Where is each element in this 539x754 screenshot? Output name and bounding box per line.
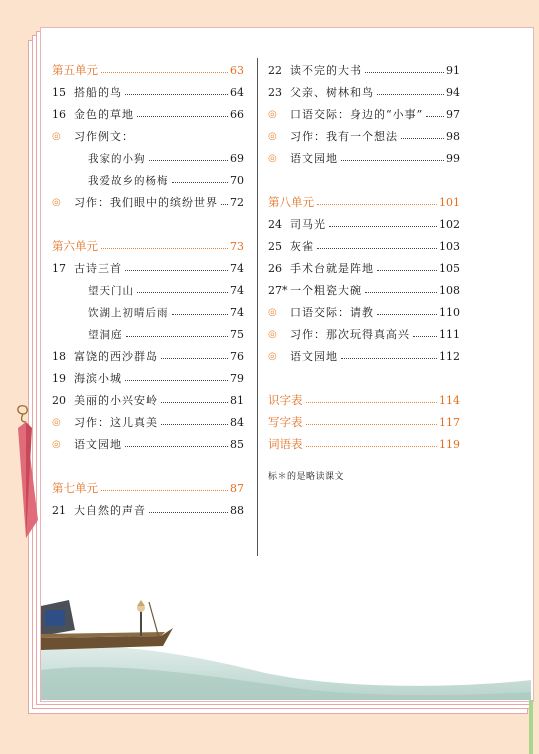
page-number: 108: [439, 283, 460, 297]
page-number: 105: [439, 261, 460, 275]
ring-bullet-icon: ◎: [268, 328, 277, 340]
dot-leader: [365, 72, 444, 73]
toc-left-column: [52, 59, 244, 521]
toc-entry-row: [268, 213, 460, 235]
toc-title: 海滨小城: [74, 372, 122, 385]
toc-title: 习作：那次玩得真高兴: [290, 328, 410, 341]
toc-title: 习作：我有一个想法: [290, 130, 398, 143]
dot-leader: [221, 204, 228, 205]
page-number: 66: [230, 107, 244, 121]
ring-bullet-icon: ◎: [268, 152, 277, 164]
page-number: 72: [230, 195, 244, 209]
lesson-number: 18: [52, 349, 66, 363]
page-number: 111: [439, 327, 460, 341]
dot-leader: [341, 358, 437, 359]
ring-bullet-icon: ◎: [268, 350, 277, 362]
lesson-number: 25: [268, 239, 282, 253]
toc-title: 司马光: [290, 218, 326, 231]
toc-entry-row: [268, 125, 460, 147]
toc-title: 语文园地: [290, 350, 338, 363]
toc-title: 语文园地: [290, 152, 338, 165]
dot-leader: [413, 336, 437, 337]
dot-leader: [377, 314, 437, 315]
toc-right-column: [268, 59, 460, 482]
dot-leader: [306, 424, 438, 425]
toc-entry-row: [268, 59, 460, 81]
ribbon-bookmark-icon: [14, 400, 40, 550]
dot-leader: [377, 270, 437, 271]
page-number: 99: [446, 151, 460, 165]
toc-title: 语文园地: [74, 438, 122, 451]
toc-title: 我爱故乡的杨梅: [88, 174, 169, 187]
toc-entry-row: [52, 345, 244, 367]
dot-leader: [317, 248, 437, 249]
page-number: 85: [230, 437, 244, 451]
toc-entry-row: [52, 411, 244, 433]
toc-entry-row: [268, 323, 460, 345]
page-number: 74: [230, 261, 244, 275]
ring-bullet-icon: ◎: [268, 130, 277, 142]
toc-spacer: [268, 169, 460, 191]
page-number: 110: [439, 305, 460, 319]
toc-title: 灰雀: [290, 240, 314, 253]
page-number: 117: [439, 415, 460, 429]
dot-leader: [101, 248, 228, 249]
toc-title: 第六单元: [52, 239, 98, 253]
toc-title: 口语交际：请教: [290, 306, 374, 319]
toc-entry-row: [52, 323, 244, 345]
toc-title: 第五单元: [52, 63, 98, 77]
toc-unit-row: [268, 191, 460, 213]
ring-bullet-icon: ◎: [52, 416, 61, 428]
page-number: 70: [230, 173, 244, 187]
toc-title: 父亲、树林和鸟: [290, 86, 374, 99]
dot-leader: [149, 160, 229, 161]
page-number: 97: [446, 107, 460, 121]
toc-title: 习作例文：: [74, 130, 134, 143]
toc-entry-row: [268, 147, 460, 169]
dot-leader: [377, 94, 444, 95]
page-number: 103: [439, 239, 460, 253]
dot-leader: [161, 402, 228, 403]
toc-title: 词语表: [268, 437, 303, 451]
page-number: 73: [230, 239, 244, 253]
toc-title: 一个粗瓷大碗: [290, 284, 362, 297]
page-number: 84: [230, 415, 244, 429]
toc-entry-row: [52, 81, 244, 103]
ring-bullet-icon: ◎: [52, 438, 61, 450]
toc-entry-row: [52, 499, 244, 521]
toc-entry-row: [52, 301, 244, 323]
dot-leader: [161, 358, 228, 359]
lesson-number: 24: [268, 217, 282, 231]
dot-leader: [306, 402, 438, 403]
dot-leader: [125, 380, 228, 381]
page-number: 119: [439, 437, 460, 451]
toc-title: 读不完的大书: [290, 64, 362, 77]
page-number: 98: [446, 129, 460, 143]
toc-entry-row: [52, 103, 244, 125]
toc-entry-row: [268, 301, 460, 323]
toc-title: 望天门山: [88, 284, 134, 297]
boat-scene-illustration: [41, 580, 531, 700]
toc-title: 美丽的小兴安岭: [74, 394, 158, 407]
page-number: 74: [230, 283, 244, 297]
toc-title: 大自然的声音: [74, 504, 146, 517]
dot-leader: [137, 292, 228, 293]
toc-title: 我家的小狗: [88, 152, 146, 165]
dot-leader: [317, 204, 437, 205]
toc-title: 手术台就是阵地: [290, 262, 374, 275]
toc-title: 口语交际：身边的“小事”: [290, 108, 424, 121]
green-page-edge: [529, 700, 533, 754]
page-number: 75: [230, 327, 244, 341]
lesson-number: 17: [52, 261, 66, 275]
toc-unit-row: [268, 433, 460, 455]
dot-leader: [125, 446, 228, 447]
dot-leader: [426, 116, 444, 117]
toc-title: 搭船的鸟: [74, 86, 122, 99]
toc-title: 习作：这儿真美: [74, 416, 158, 429]
toc-unit-row: [52, 477, 244, 499]
page-number: 88: [230, 503, 244, 517]
toc-entry-row: [268, 81, 460, 103]
toc-title: 古诗三首: [74, 262, 122, 275]
dot-leader: [365, 292, 437, 293]
toc-entry-row: [268, 257, 460, 279]
lesson-number: 27*: [268, 283, 288, 297]
dot-leader: [172, 314, 229, 315]
page-number: 112: [439, 349, 460, 363]
page-number: 94: [446, 85, 460, 99]
footnote: 标＊的是略读课文: [268, 472, 345, 482]
toc-entry-row: [52, 147, 244, 169]
page-number: 79: [230, 371, 244, 385]
toc-title: 识字表: [268, 393, 303, 407]
page-number: 91: [446, 63, 460, 77]
lesson-number: 26: [268, 261, 282, 275]
lesson-number: 23: [268, 85, 282, 99]
toc-entry-row: [268, 103, 460, 125]
dot-leader: [101, 490, 228, 491]
toc-entry-row: [52, 389, 244, 411]
page-number: 63: [230, 63, 244, 77]
lesson-number: 22: [268, 63, 282, 77]
page-number: 74: [230, 305, 244, 319]
toc-unit-row: [268, 411, 460, 433]
toc-title: 第七单元: [52, 481, 98, 495]
ring-bullet-icon: ◎: [268, 306, 277, 318]
ring-bullet-icon: ◎: [268, 108, 277, 120]
dot-leader: [306, 446, 438, 447]
dot-leader: [161, 424, 228, 425]
dot-leader: [126, 336, 229, 337]
dot-leader: [101, 72, 228, 73]
page-number: 102: [439, 217, 460, 231]
toc-title: 写字表: [268, 415, 303, 429]
dot-leader: [125, 94, 228, 95]
dot-leader: [401, 138, 444, 139]
toc-title: 饮湖上初晴后雨: [88, 306, 169, 319]
column-divider: [257, 58, 258, 556]
ring-bullet-icon: ◎: [52, 130, 61, 142]
page-number: 69: [230, 151, 244, 165]
dot-leader: [137, 116, 228, 117]
toc-title: 富饶的西沙群岛: [74, 350, 158, 363]
toc-entry-row: [268, 235, 460, 257]
toc-entry-row: [52, 169, 244, 191]
dot-leader: [149, 512, 228, 513]
lesson-number: 19: [52, 371, 66, 385]
toc-entry-row: [52, 279, 244, 301]
toc-title: 习作：我们眼中的缤纷世界: [74, 196, 218, 209]
page-number: 81: [230, 393, 244, 407]
toc-unit-row: [52, 59, 244, 81]
dot-leader: [172, 182, 229, 183]
dot-leader: [125, 270, 228, 271]
lesson-number: 16: [52, 107, 66, 121]
toc-spacer: [52, 213, 244, 235]
toc-entry-row: [52, 191, 244, 213]
ring-bullet-icon: ◎: [52, 196, 61, 208]
toc-entry-row: [52, 257, 244, 279]
toc-entry-row: [268, 279, 460, 301]
toc-entry-row: [52, 433, 244, 455]
page-number: 114: [439, 393, 460, 407]
page-number: 76: [230, 349, 244, 363]
toc-entry-row: [52, 367, 244, 389]
toc-unit-row: [268, 389, 460, 411]
toc-title: 望洞庭: [88, 328, 123, 341]
lesson-number: 20: [52, 393, 66, 407]
page-number: 101: [439, 195, 460, 209]
toc-unit-row: [52, 235, 244, 257]
toc-entry-row: [52, 125, 244, 147]
dot-leader: [341, 160, 444, 161]
lesson-number: 21: [52, 503, 66, 517]
toc-spacer: [268, 367, 460, 389]
toc-entry-row: [268, 345, 460, 367]
dot-leader: [329, 226, 437, 227]
page-number: 87: [230, 481, 244, 495]
page-number: 64: [230, 85, 244, 99]
lesson-number: 15: [52, 85, 66, 99]
toc-spacer: [52, 455, 244, 477]
toc-title: 第八单元: [268, 195, 314, 209]
toc-title: 金色的草地: [74, 108, 134, 121]
